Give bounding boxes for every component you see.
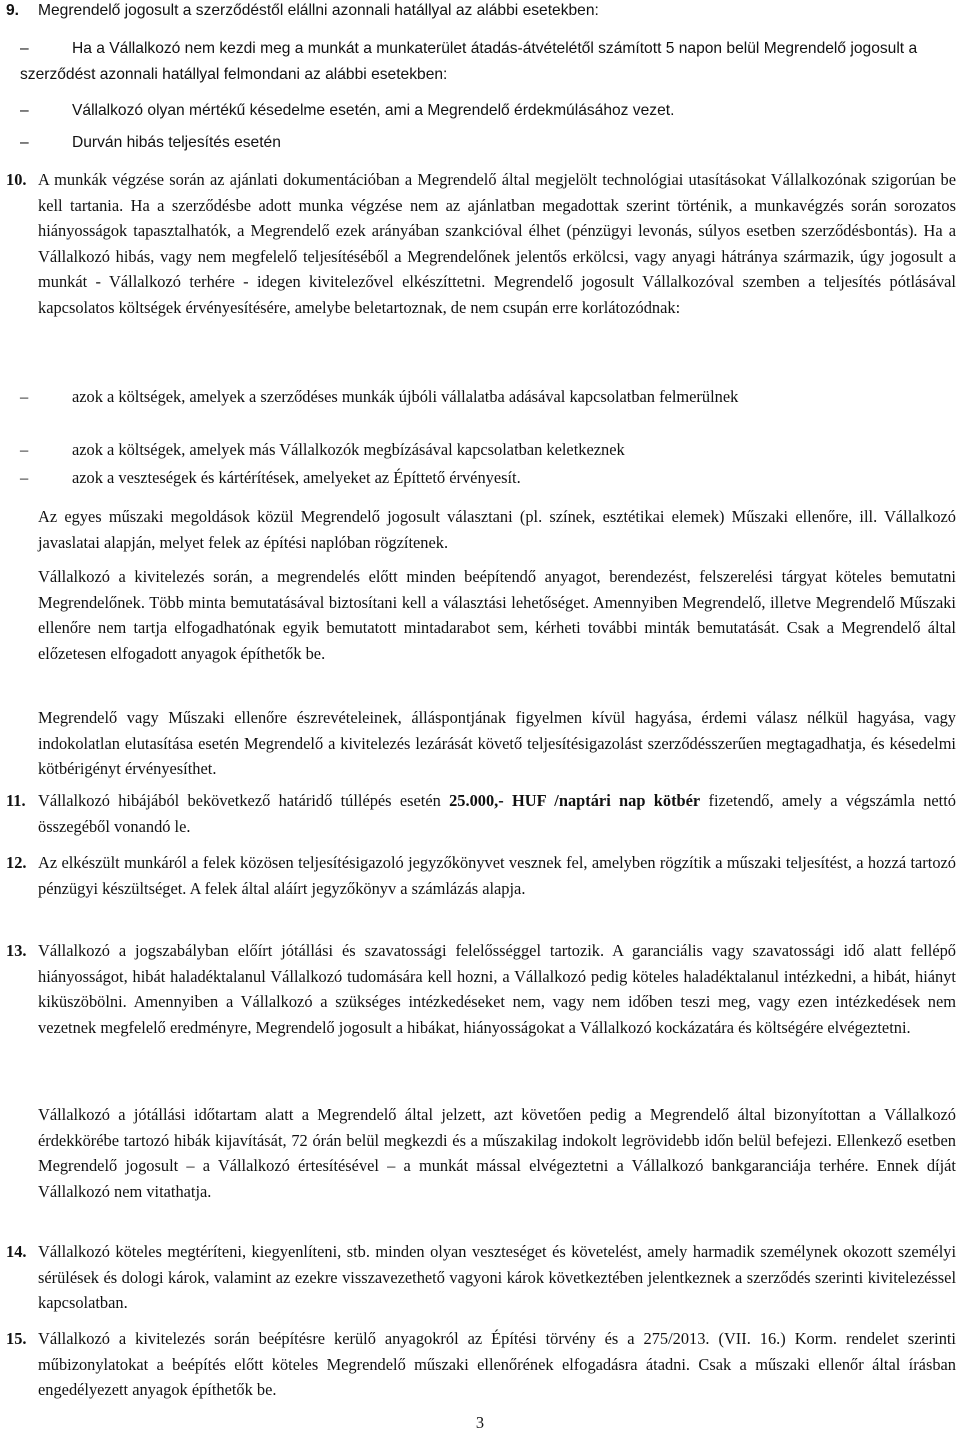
section-number: 10. xyxy=(6,170,27,189)
dash-bullet: – xyxy=(20,40,29,57)
section-text-part: Vállalkozó hibájából bekövetkező határidő túllépés esetén xyxy=(38,791,450,810)
section-number: 9. xyxy=(6,2,20,19)
section-number: 12. xyxy=(6,853,27,872)
dash-bullet: – xyxy=(20,134,29,151)
section-14 xyxy=(6,1239,956,1316)
dash-bullet: – xyxy=(20,440,29,459)
list-item xyxy=(20,98,956,124)
section-13 xyxy=(6,938,956,1040)
list-item-text: azok a költségek, amelyek a szerződéses munkák újbóli vállalatba adásával kapcsolatban felmerülnek xyxy=(72,387,739,406)
paragraph: Az egyes műszaki megoldások közül Megrendelő jogosult választani (pl. színek, esztétikai elemek) Műszaki ellenőre, ill. Vállalkozó javaslatai alapján, melyet felek az építési naplóban rögzítenek. xyxy=(38,507,956,552)
section-text: Vállalkozó a jogszabályban előírt jótállási és szavatossági felelősséggel tartozik. A garanciális vagy szavatossági idő alatt fellépő hiányosságot, hibát haladéktalanul Vállalkozó tudomására kell hozni, a Vállalkozó pedig köteles haladéktalanul intézkedni, a hibát, hiányt kiküszöbölni. Amennyiben a Vállalkozó a szükséges intézkedéseket nem, vagy nem időben teszi meg, vagy ezen intézkedések nem vezetnek megfelelő eredményre, Megrendelő jogosult a hibákat, hiányosságokat a Vállalkozó kockázatára és költségére elvégeztetni. xyxy=(38,941,956,1037)
list-item-text: Durván hibás teljesítés esetén xyxy=(72,134,281,151)
section-10 xyxy=(6,167,956,321)
section-15 xyxy=(6,1326,956,1403)
section-11 xyxy=(6,788,956,839)
section-text: A munkák végzése során az ajánlati dokumentációban a Megrendelő által megjelölt technológiai utasításokat Vállalkozónak szigorúan be kell tartania. Ha a szerződésbe adott munka végzése nem az ajánlatban megadottak szerint történik, a munkavégzés során sorozatos hiányosságok tapasztalhatók, a Megrendelő ezek arányában szankcióval élhet (pénzügyi levonás, súlyos esetben szerződésbontás). Ha a Vállalkozó hibás, vagy nem megfelelő teljesítéséből a Megrendelőnek jelentős erkölcsi, vagy anyagi hátránya származik, úgy jogosult a munkát - Vállalkozó terhére - idegen kivitelezővel elkészíttetni. Megrendelő jogosult Vállalkozóval szemben a teljesítés pótlásával kapcsolatos költségek érvényesítésére, amelybe beletartoznak, de nem csupán erre korlátozódnak: xyxy=(38,170,956,317)
section-number: 13. xyxy=(6,941,27,960)
section-text xyxy=(38,788,956,839)
page-number: 3 xyxy=(475,1413,485,1432)
list-item xyxy=(20,36,956,88)
list-item xyxy=(20,437,956,463)
list-item-text: azok a költségek, amelyek más Vállalkozók megbízásával kapcsolatban keletkeznek xyxy=(72,440,625,459)
paragraph: Vállalkozó a kivitelezés során, a megrendelés előtt minden beépítendő anyagot, berendezést, felszerelési tárgyat köteles bemutatni Megrendelőnek. Több minta bemutatásával biztosítani kell a választási lehetőséget. Amennyiben Megrendelő, illetve Megrendelő Műszaki ellenőre nem tartja elfogadhatónak egyik bemutatott mintadarabot sem, kérheti további minták bemutatását. Csak a Megrendelő által előzetesen elfogadott anyagok építhetők be. xyxy=(38,567,956,663)
section-text: Az elkészült munkáról a felek közösen teljesítésigazoló jegyzőkönyvet vesznek fel, amelyben rögzítik a műszaki teljesítést, a hozzá tartozó pénzügyi készültséget. A felek által aláírt jegyzőkönyv a számlázás alapja. xyxy=(38,853,956,898)
section-text: Megrendelő jogosult a szerződéstől elállni azonnali hatállyal az alábbi esetekben: xyxy=(38,2,599,19)
section-number: 11. xyxy=(6,791,26,810)
section-text-part: fizetendő, amely a végszámla nettó összegéből vonandó le. xyxy=(38,791,956,836)
paragraph: Vállalkozó a jótállási időtartam alatt a Megrendelő által jelzett, azt követően pedig a Megrendelő által bizonyítottan a Vállalkozó érdekkörébe tartozó hibák kijavítását, 72 órán belül megkezdi és a műszakilag indokolt legrövidebb időn belül befejezi. Ellenkező esetben Megrendelő jogosult – a Vállalkozó értesítésével – a munkát mással elvégeztetni a Vállalkozó bankgaranciája terhére. Ennek díját Vállalkozó nem vitathatja. xyxy=(38,1105,956,1201)
dash-bullet: – xyxy=(20,102,29,119)
list-item xyxy=(20,384,956,410)
list-item xyxy=(20,130,956,156)
penalty-amount: 25.000,- HUF /naptári nap kötbér xyxy=(449,791,701,810)
dash-bullet: – xyxy=(20,468,29,487)
list-item-text: Vállalkozó olyan mértékű késedelme esetén, ami a Megrendelő érdekmúlásához vezet. xyxy=(72,102,675,119)
list-item-text: Ha a Vállalkozó nem kezdi meg a munkát a munkaterület átadás-átvételétől számított 5 napon belül Megrendelő jogosult a szerződést azonnali hatállyal felmondani az alábbi esetekben: xyxy=(20,40,918,84)
section-number: 15. xyxy=(6,1329,27,1348)
list-item xyxy=(20,465,956,491)
section-text: Vállalkozó köteles megtéríteni, kiegyenlíteni, stb. minden olyan veszteséget és követelést, amely harmadik személynek okozott személyi sérülések és dologi károk, valamint az ezekre visszavezethető vagyoni károk következtében jelentkeznek a szerződés szerinti kivitelezéssel kapcsolatban. xyxy=(38,1242,956,1313)
section-text: Vállalkozó a kivitelezés során beépítésre kerülő anyagokról az Építési törvény és a 275/2013. (VII. 16.) Korm. rendelet szerinti műbizonylatokat a beépítés előtt köteles Megrendelő műszaki ellenőrének elfogadásra átadni. Csak a műszaki ellenőr által írásban engedélyezett anyagok építhetők be. xyxy=(38,1329,956,1400)
section-number: 14. xyxy=(6,1242,27,1261)
paragraph: Megrendelő vagy Műszaki ellenőre észrevételeinek, álláspontjának figyelmen kívül hagyása, érdemi válasz nélkül hagyása, vagy indokolatlan elutasítása esetén Megrendelő a kivitelezés lezárását követő teljesítésigazolást szerződésszerűen megtagadhatja, és késedelmi kötbérigényt érvényesíthet. xyxy=(38,708,956,779)
dash-bullet: – xyxy=(20,387,29,406)
section-9 xyxy=(6,0,956,24)
section-12 xyxy=(6,850,956,901)
list-item-text: azok a veszteségek és kártérítések, amelyeket az Építtető érvényesít. xyxy=(72,468,521,487)
